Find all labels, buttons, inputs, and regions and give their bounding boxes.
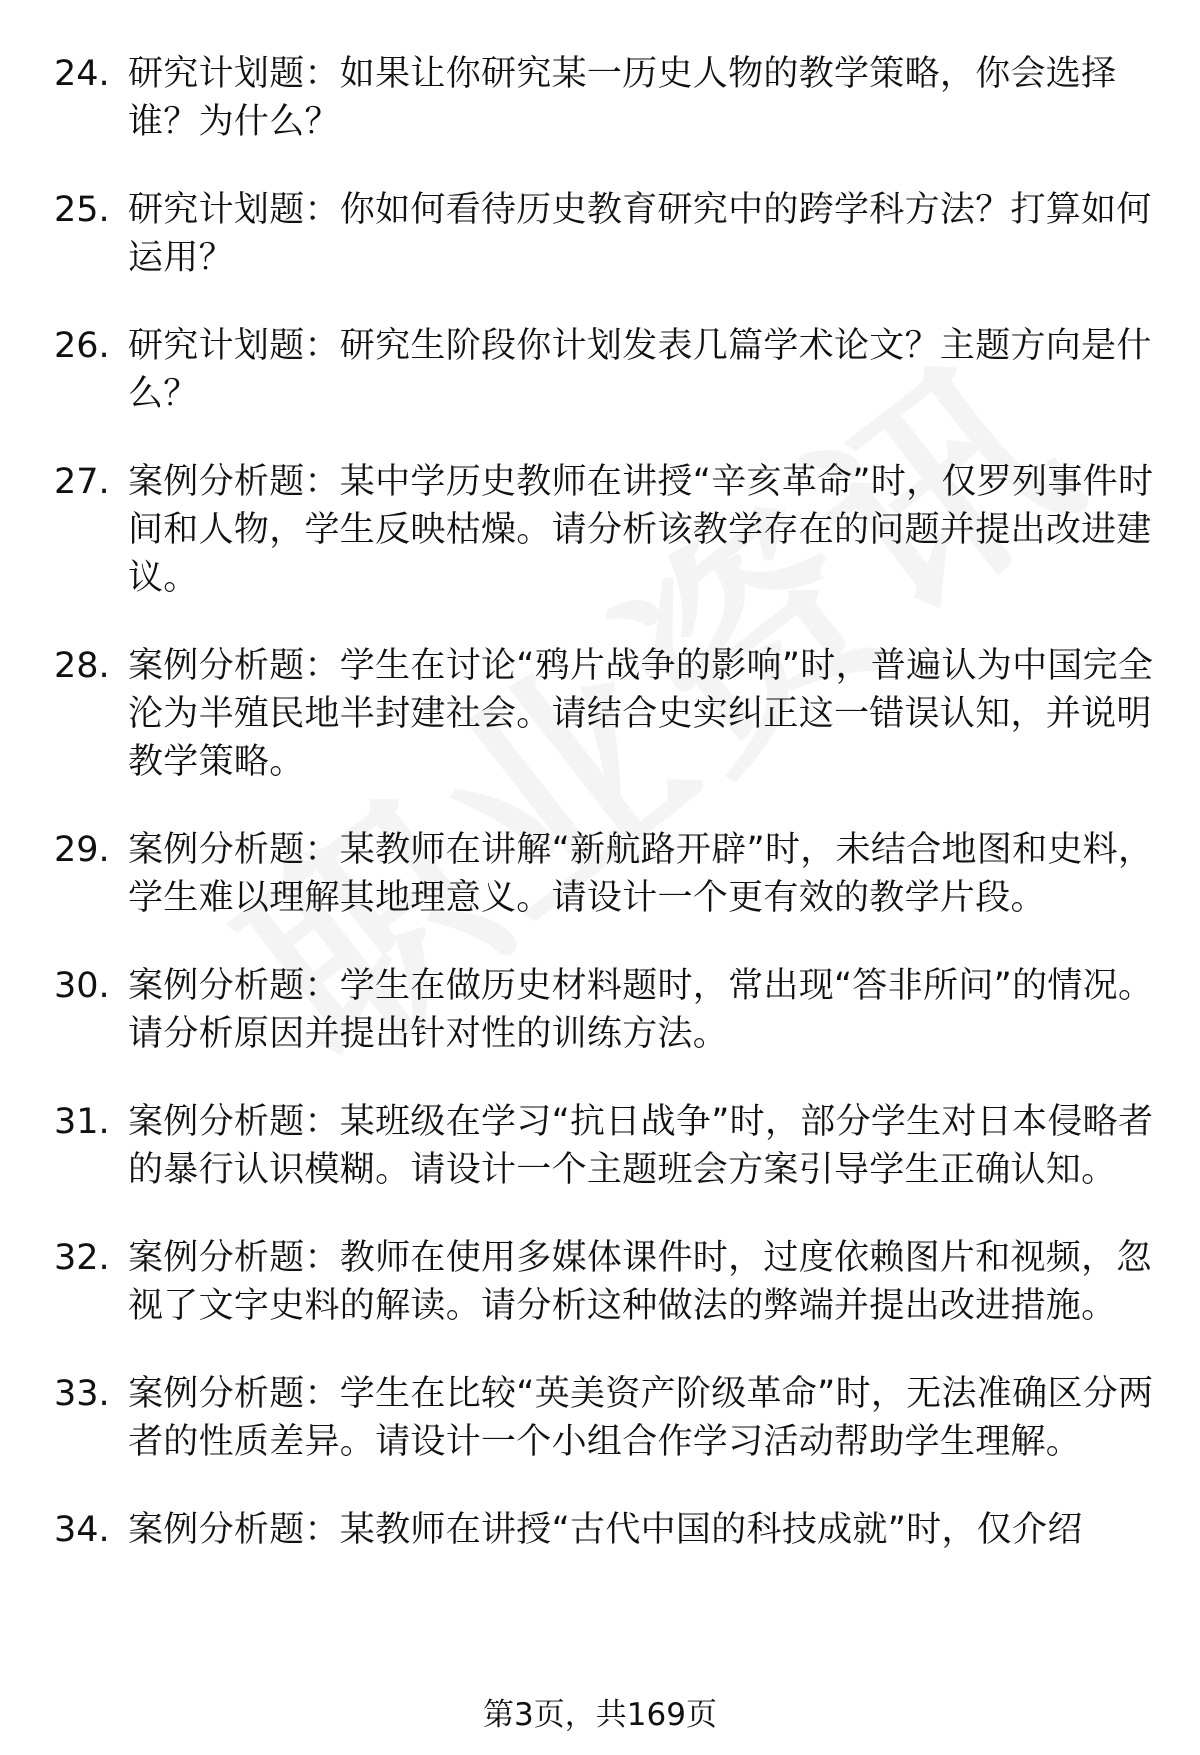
question-number: 24.: [54, 54, 110, 94]
question-item: [54, 962, 1154, 1058]
question-text: 案例分析题：学生在比较“英美资产阶级革命”时，无法准确区分两者的性质差异。请设计一个小组合作学习活动帮助学生理解。: [128, 1374, 1154, 1462]
question-number: 31.: [54, 1102, 110, 1142]
question-text: 研究计划题：研究生阶段你计划发表几篇学术论文？主题方向是什么？: [128, 326, 1152, 414]
question-text: 案例分析题：某教师在讲授“古代中国的科技成就”时，仅介绍: [128, 1510, 1083, 1550]
question-list: [54, 50, 1154, 1594]
question-number: 26.: [54, 326, 110, 366]
question-text: 案例分析题：某教师在讲解“新航路开辟”时，未结合地图和史料，学生难以理解其地理意义。请设计一个更有效的教学片段。: [128, 830, 1154, 918]
question-text: 案例分析题：教师在使用多媒体课件时，过度依赖图片和视频，忽视了文字史料的解读。请分析这种做法的弊端并提出改进措施。: [128, 1238, 1152, 1326]
question-text: 案例分析题：学生在讨论“鸦片战争的影响”时，普遍认为中国完全沦为半殖民地半封建社会。请结合史实纠正这一错误认知，并说明教学策略。: [128, 646, 1154, 782]
question-text: 研究计划题：你如何看待历史教育研究中的跨学科方法？打算如何运用？: [128, 190, 1152, 278]
question-item: [54, 1234, 1154, 1330]
question-item: [54, 322, 1154, 418]
question-item: [54, 642, 1154, 786]
question-text: 案例分析题：某中学历史教师在讲授“辛亥革命”时，仅罗列事件时间和人物，学生反映枯燥。请分析该教学存在的问题并提出改进建议。: [128, 462, 1154, 598]
question-item: [54, 1506, 1154, 1554]
question-number: 27.: [54, 462, 110, 502]
question-text: 案例分析题：学生在做历史材料题时，常出现“答非所问”的情况。请分析原因并提出针对性的训练方法。: [128, 966, 1154, 1054]
question-item: [54, 1098, 1154, 1194]
page-footer: 第3页，共169页: [483, 1697, 717, 1733]
question-number: 29.: [54, 830, 110, 870]
question-text: 案例分析题：某班级在学习“抗日战争”时，部分学生对日本侵略者的暴行认识模糊。请设计一个主题班会方案引导学生正确认知。: [128, 1102, 1154, 1190]
question-item: [54, 50, 1154, 146]
question-number: 33.: [54, 1374, 110, 1414]
question-item: [54, 1370, 1154, 1466]
question-item: [54, 186, 1154, 282]
question-number: 34.: [54, 1510, 110, 1550]
question-number: 30.: [54, 966, 110, 1006]
question-number: 25.: [54, 190, 110, 230]
question-item: [54, 826, 1154, 922]
question-text: 研究计划题：如果让你研究某一历史人物的教学策略，你会选择谁？为什么？: [128, 54, 1117, 142]
question-number: 28.: [54, 646, 110, 686]
question-item: [54, 458, 1154, 602]
question-number: 32.: [54, 1238, 110, 1278]
